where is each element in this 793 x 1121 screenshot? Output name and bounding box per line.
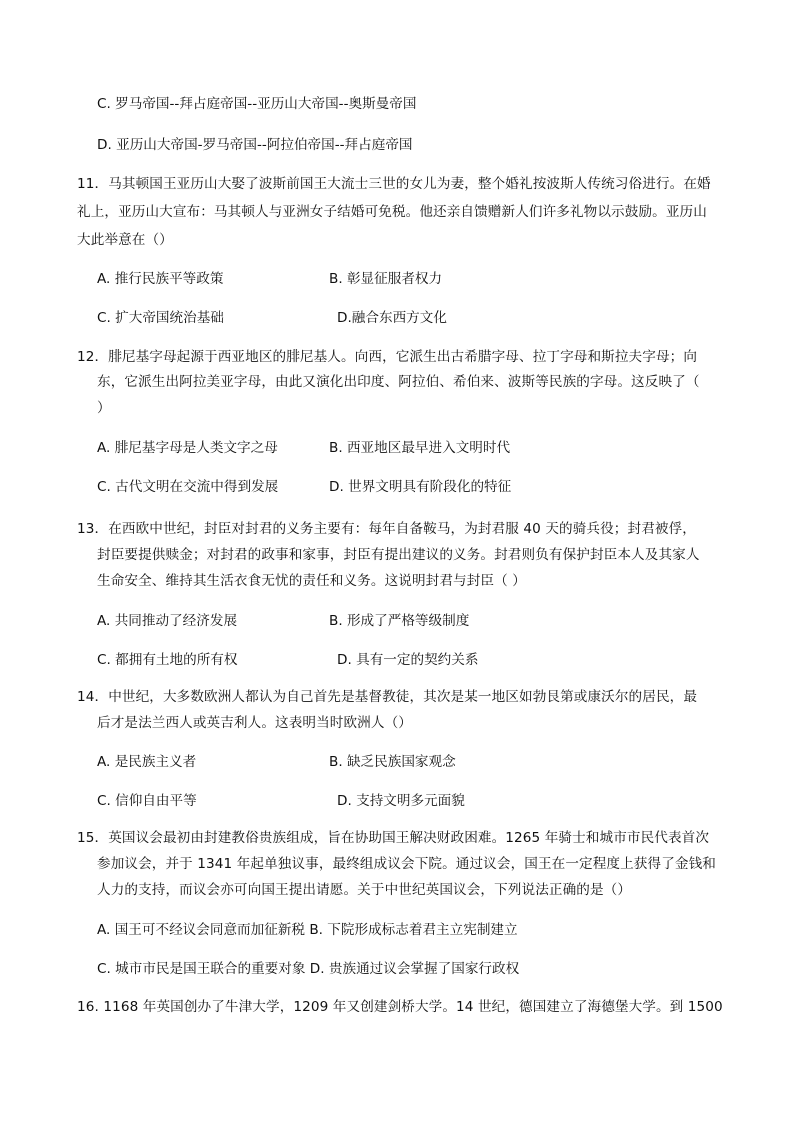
q11-option-c: C. 扩大帝国统治基础: [97, 310, 224, 326]
q13-option-d: D. 具有一定的契约关系: [337, 652, 479, 668]
q13-option-c: C. 都拥有土地的所有权: [97, 652, 238, 668]
q13-stem-line-3: 生命安全、维持其生活衣食无忧的责任和义务。这说明封君与封臣（ ）: [97, 573, 526, 589]
q10-option-c: C. 罗马帝国--拜占庭帝国--亚历山大帝国--奥斯曼帝国: [97, 96, 417, 112]
q12-stem-line-3: ）: [97, 400, 111, 416]
q11-stem-line-3: 大此举意在（）: [77, 232, 173, 248]
q10-option-d: D. 亚历山大帝国-罗马帝国--阿拉伯帝国--拜占庭帝国: [97, 137, 413, 153]
q15-stem-line-2: 参加议会，并于 1341 年起单独议事，最终组成议会下院。通过议会，国王在一定程度上获得了金钱和: [97, 856, 716, 872]
q11-stem-line-1: 11．马其顿国王亚历山大娶了波斯前国王大流士三世的女儿为妻，整个婚礼按波斯人传统习俗进行。在婚: [77, 176, 711, 192]
q13-stem-line-1: 13．在西欧中世纪，封臣对封君的义务主要有：每年自备鞍马，为封君服 40 天的骑兵役；封君被俘，: [77, 521, 696, 537]
q13-option-a: A. 共同推动了经济发展: [97, 613, 238, 629]
q11-option-a: A. 推行民族平等政策: [97, 271, 224, 287]
q12-option-a: A. 腓尼基字母是人类文字之母: [97, 440, 278, 456]
q15-options-row-2: C. 城市市民是国王联合的重要对象 D. 贵族通过议会掌握了国家行政权: [97, 961, 520, 977]
q14-stem-line-2: 后才是法兰西人或英吉利人。这表明当时欧洲人（）: [97, 715, 412, 731]
q15-stem-line-1: 15．英国议会最初由封建教俗贵族组成，旨在协助国王解决财政困难。1265 年骑士和城市市民代表首次: [77, 830, 710, 846]
q14-option-a: A. 是民族主义者: [97, 754, 197, 770]
q13-option-b: B. 形成了严格等级制度: [329, 613, 470, 629]
q12-option-b: B. 西亚地区最早进入文明时代: [329, 440, 511, 456]
q12-stem-line-2: 东，它派生出阿拉美亚字母，由此又演化出印度、阿拉伯、希伯来、波斯等民族的字母。这反映了（: [97, 374, 700, 390]
q11-stem-line-2: 礼上，亚历山大宣布：马其顿人与亚洲女子结婚可免税。他还亲自馈赠新人们许多礼物以示鼓励。亚历山: [77, 204, 707, 220]
q12-option-c: C. 古代文明在交流中得到发展: [97, 479, 279, 495]
q15-stem-line-3: 人力的支持，而议会亦可向国王提出请愿。关于中世纪英国议会，下列说法正确的是（）: [97, 882, 632, 898]
q16-stem-line-1: 16. 1168 年英国创办了牛津大学，1209 年又创建剑桥大学。14 世纪，德国建立了海德堡大学。到 1500: [77, 999, 723, 1015]
q12-option-d: D. 世界文明具有阶段化的特征: [329, 479, 512, 495]
q11-option-d: D.融合东西方文化: [337, 310, 447, 326]
q12-stem-line-1: 12．腓尼基字母起源于西亚地区的腓尼基人。向西，它派生出古希腊字母、拉丁字母和斯拉夫字母；向: [77, 349, 698, 365]
q15-options-row-1: A. 国王可不经议会同意而加征新税 B. 下院形成标志着君主立宪制建立: [97, 922, 518, 938]
q14-option-b: B. 缺乏民族国家观念: [329, 754, 456, 770]
q11-option-b: B. 彰显征服者权力: [329, 271, 443, 287]
q13-stem-line-2: 封臣要提供赎金；对封君的政事和家事，封臣有提出建议的义务。封君则负有保护封臣本人及其家人: [97, 547, 700, 563]
q14-option-c: C. 信仰自由平等: [97, 793, 197, 809]
q14-stem-line-1: 14．中世纪，大多数欧洲人都认为自己首先是基督教徒，其次是某一地区如勃艮第或康沃尔的居民，最: [77, 689, 698, 705]
q14-option-d: D. 支持文明多元面貌: [337, 793, 465, 809]
